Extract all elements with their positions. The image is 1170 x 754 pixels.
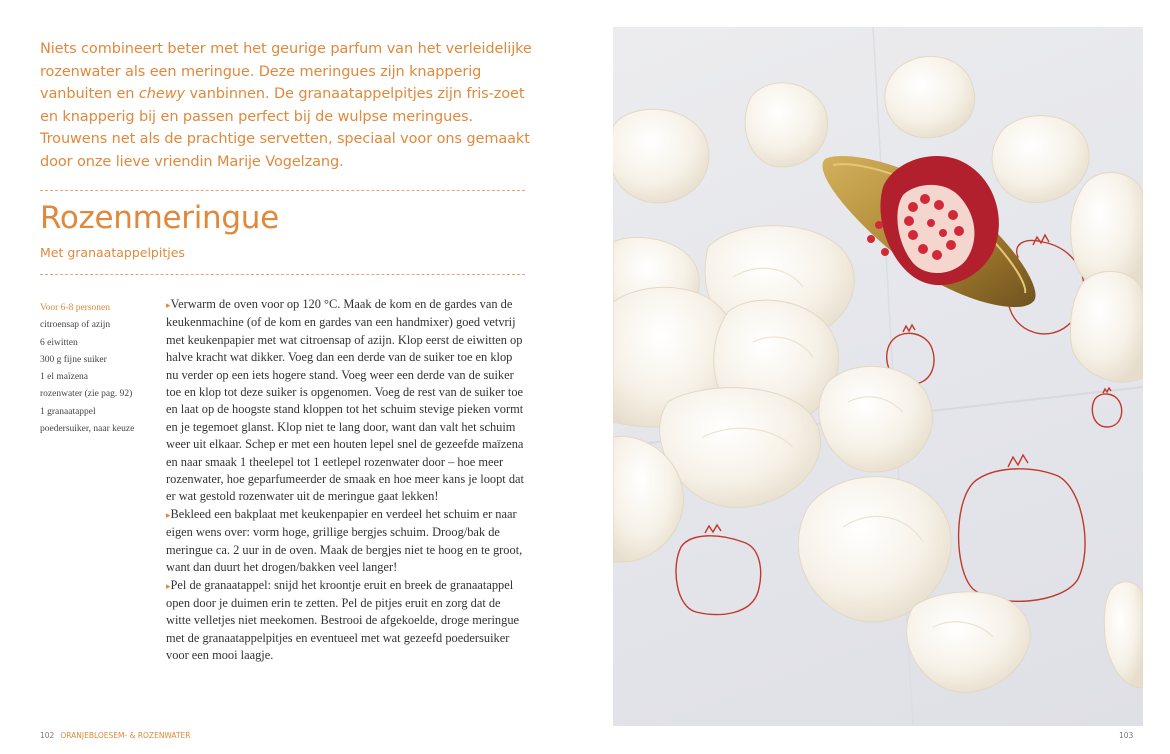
ingredient-item: citroensap of azijn (40, 320, 111, 331)
instruction-step: ▸Verwarm de oven voor op 120 °C. Maak de kom en de gardes van de keukenmachine (of de kom en gardes van een handmixer) goed vetvrij met keukenpapier met wat citroensap of azijn. Klop eerst de eiwitten op halve kracht wat dikker. Voeg dan een derde van de suiker toe en klop nu verder op een iets hogere stand. Voeg weer een derde van de suiker toe en klop tot deze suiker is opgenomen. Voeg de rest van de suiker toe en laat op de hoogste stand kloppen tot het schuim stevige pieken vormt en je tegemoet glanst. Klop niet te lang door, want dan valt het schuim weer uit elkaar. Schep er met een houten lepel snel de gezeefde maïzena en naar smaak 1 theelepel tot 1 eetlepel rozenwater door – hoe meer rozenwater, hoe geparfumeerder de smaak en hoe meer kans je loopt dat er wat gestold rozenwater uit de meringue gaat lekken! (166, 297, 524, 504)
step-marker-icon: ▸ (166, 509, 171, 520)
ingredient-item: poedersuiker, naar keuze (40, 424, 135, 435)
intro-italic-word: chewy (138, 86, 185, 102)
ingredient-item: rozenwater (zie pag. 92) (40, 389, 133, 400)
instruction-step: ▸Bekleed een bakplaat met keukenpapier en verdeel het schuim er naar eigen wens over: vorm hoge, grillige bergjes schuim. Droog/bak de meringue ca. 2 uur in de oven. Maak de bergjes niet te hoog en te groot, want dan duurt het drogen/bakken veel langer! (166, 506, 523, 575)
footer-left (40, 731, 191, 740)
meringue-photo (613, 27, 1143, 726)
divider-bottom (40, 274, 525, 275)
ingredient-item: 1 granaatappel (40, 406, 96, 417)
page-number-left: 102 (40, 731, 55, 740)
step-marker-icon: ▸ (166, 580, 171, 591)
ingredient-item: 6 eiwitten (40, 337, 78, 348)
instructions (166, 296, 524, 665)
ingredient-list (40, 300, 158, 438)
step-marker-icon: ▸ (166, 300, 171, 310)
ingredient-item: 300 g fijne suiker (40, 354, 107, 365)
meringue-illustration (613, 27, 1143, 726)
servings-label: Voor 6-8 personen (40, 303, 111, 313)
intro-paragraph: Niets combineert beter met het geurige parfum van het verleidelijke rozenwater als een meringue. Deze meringues zijn knapperig vanbuiten en chewy vanbinnen. De granaatappelpitjes zijn fris-zoet en knapperig bij en passen perfect bij de wulpse meringues. Trouwens net als de prachtige servetten, speciaal voor ons gemaakt door onze lieve vriendin Marije Vogelzang. (40, 41, 532, 170)
recipe-title: Rozenmeringue (40, 200, 279, 236)
meringues (613, 56, 1143, 692)
page-number-right: 103 (1119, 731, 1134, 740)
chapter-name: ORANJEBLOESEM- & ROZENWATER (60, 731, 191, 740)
ingredient-item: 1 el maïzena (40, 372, 89, 383)
recipe-subtitle: Met granaatappelpitjes (40, 245, 185, 260)
instruction-step: ▸Pel de granaatappel: snijd het kroontje eruit en breek de granaatappel open door je duimen erin te zetten. Pel de pitjes eruit en zorg dat de witte velletjes niet meekomen. Bestrooi de afgekoelde, droge meringue met de granaatappelpitjes en eventueel met wat gezeefd poedersuiker voor een mooi laagje. (166, 577, 520, 663)
divider-top (40, 190, 525, 191)
